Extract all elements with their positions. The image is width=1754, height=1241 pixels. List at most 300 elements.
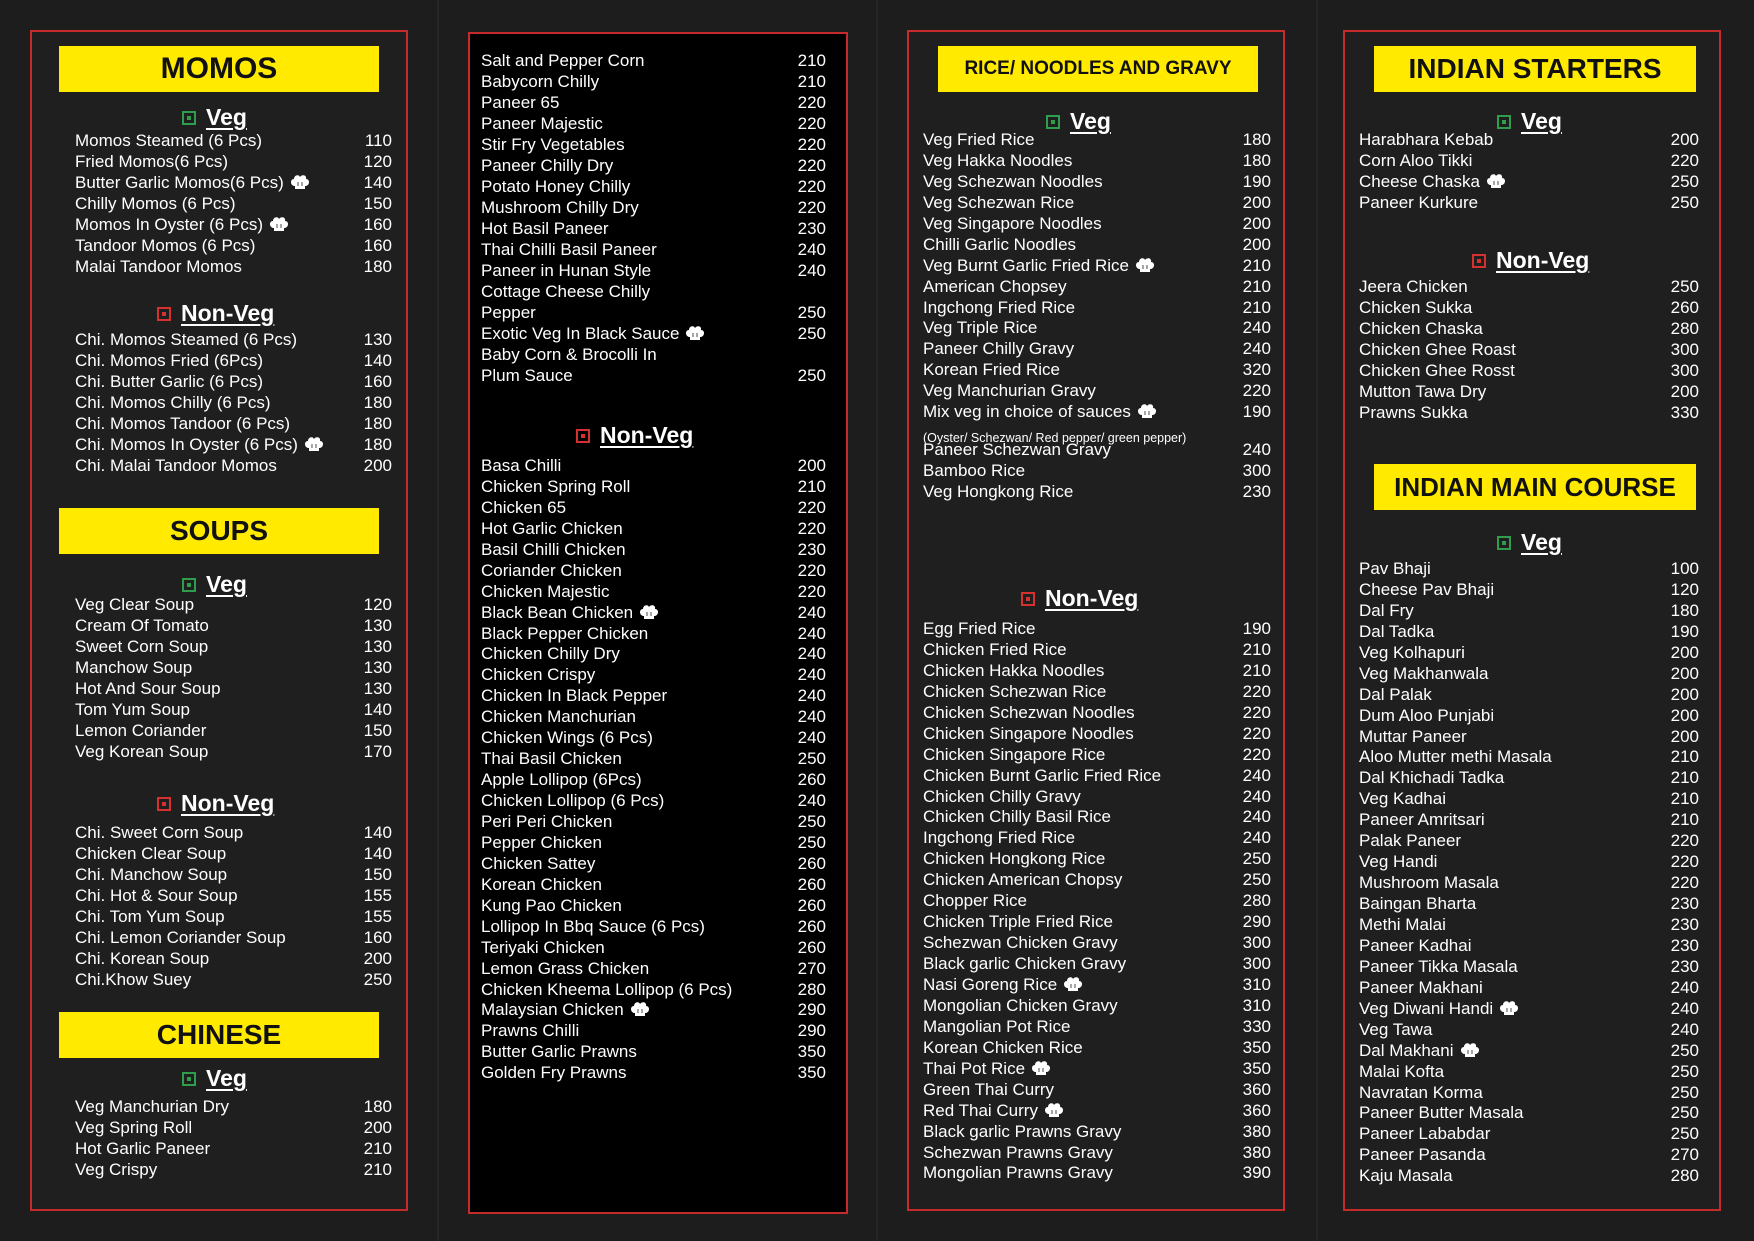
menu-item-price: 300 xyxy=(1670,340,1699,359)
menu-item-label: Baby Corn & Brocolli In xyxy=(481,345,657,364)
menu-item-label: Chicken Singapore Rice xyxy=(923,744,1106,764)
chef-hat-icon xyxy=(1043,1102,1065,1118)
menu-item-label: Lollipop In Bbq Sauce (6 Pcs) xyxy=(481,916,705,936)
menu-item-name xyxy=(481,874,602,895)
menu-item-name xyxy=(1359,746,1552,767)
menu-item-name xyxy=(75,657,192,678)
menu-item-label: Veg Handi xyxy=(1359,852,1438,872)
menu-item-price: 200 xyxy=(363,456,392,475)
menu-item-label: Paneer Kadhai xyxy=(1359,935,1472,955)
menu-item-name xyxy=(923,276,1067,297)
menu-item-name xyxy=(1359,360,1515,381)
non-veg-mark-icon xyxy=(157,307,171,321)
menu-item-label: Chi. Momos In Oyster (6 Pcs) xyxy=(75,435,298,454)
menu-item-price: 250 xyxy=(797,749,826,769)
menu-item-name xyxy=(75,434,325,455)
menu-item-label: Bamboo Rice xyxy=(923,461,1026,480)
menu-item-price: 160 xyxy=(363,236,392,255)
menu-item-label: Lemon Coriander xyxy=(75,721,207,740)
menu-item-price: 200 xyxy=(1670,705,1699,725)
menu-item-name xyxy=(1359,684,1432,705)
menu-item-name xyxy=(1359,935,1471,956)
menu-item-price: 250 xyxy=(797,811,826,831)
menu-item-name xyxy=(481,706,636,727)
menu-item-name xyxy=(75,843,226,864)
menu-item-price: 190 xyxy=(1242,171,1271,191)
menu-item-label: Chicken 65 xyxy=(481,497,567,517)
menu-item-price: 160 xyxy=(363,215,392,234)
menu-item-name xyxy=(923,660,1104,681)
menu-item-price: 160 xyxy=(363,372,392,391)
panel-divider xyxy=(437,0,439,1241)
menu-item-label: Schezwan Chicken Gravy xyxy=(923,933,1118,953)
menu-item-label: Veg Manchurian Dry xyxy=(75,1097,230,1116)
menu-item-label: Veg Clear Soup xyxy=(75,595,195,614)
menu-item-label: Pepper xyxy=(481,303,536,322)
menu-item-name xyxy=(481,643,620,664)
menu-item-label: Veg Hongkong Rice xyxy=(923,482,1074,501)
menu-item-price: 350 xyxy=(797,1042,826,1062)
menu-item-price: 240 xyxy=(1242,440,1271,459)
menu-item-label: Red Thai Curry xyxy=(923,1100,1038,1120)
chef-hat-icon xyxy=(629,1001,651,1017)
menu-item-name xyxy=(1359,402,1468,423)
menu-item-price: 120 xyxy=(363,152,392,171)
menu-item-label: Navratan Korma xyxy=(1359,1082,1483,1102)
menu-item-name xyxy=(923,974,1084,995)
menu-item-name xyxy=(481,769,642,790)
menu-item-price: 240 xyxy=(797,644,826,664)
menu-item-label: Apple Lollipop (6Pcs) xyxy=(481,770,642,790)
menu-item-name xyxy=(75,193,236,214)
menu-item-label: Veg Manchurian Gravy xyxy=(923,381,1096,401)
menu-item-label: Potato Honey Chilly xyxy=(481,177,631,196)
menu-item-name xyxy=(923,869,1122,890)
menu-item-label: Chicken Fried Rice xyxy=(923,639,1067,659)
menu-item-name xyxy=(923,297,1075,318)
menu-item-price: 210 xyxy=(363,1139,392,1158)
menu-item-name xyxy=(75,455,277,476)
menu-item-label: Veg Diwani Handi xyxy=(1359,998,1494,1018)
menu-item-label: Chicken Majestic xyxy=(481,581,610,601)
menu-item-name xyxy=(923,460,1025,481)
section-label: Veg xyxy=(206,104,247,130)
menu-item-label: Veg Burnt Garlic Fried Rice xyxy=(923,255,1129,275)
menu-item-name xyxy=(923,1162,1113,1183)
menu-item-label: Veg Singapore Noodles xyxy=(923,213,1102,233)
menu-item-label: Chicken Hongkong Rice xyxy=(923,849,1106,869)
menu-item-label: Chi. Korean Soup xyxy=(75,949,210,968)
menu-item-name xyxy=(1359,705,1494,726)
menu-item-label: Dal Khichadi Tadka xyxy=(1359,768,1505,788)
menu-item-name xyxy=(481,1062,627,1083)
menu-item-name xyxy=(481,155,613,176)
menu-item-label: Exotic Veg In Black Sauce xyxy=(481,324,680,343)
menu-item-price: 240 xyxy=(1670,977,1699,997)
menu-item-name xyxy=(481,560,622,581)
menu-item-name xyxy=(923,150,1072,171)
menu-item-price: 240 xyxy=(797,728,826,748)
menu-item-label: Paneer Butter Masala xyxy=(1359,1103,1524,1123)
menu-item-price: 250 xyxy=(797,303,826,322)
menu-item-price: 210 xyxy=(1670,747,1699,767)
menu-item-name xyxy=(1359,150,1472,171)
menu-item-price: 230 xyxy=(1670,935,1699,955)
menu-item-price: 130 xyxy=(363,616,392,635)
menu-item-price: 150 xyxy=(363,865,392,884)
menu-item-label: Chicken Spring Roll xyxy=(481,476,631,496)
menu-item-name xyxy=(75,1117,192,1138)
menu-item-label: Black garlic Prawns Gravy xyxy=(923,1121,1122,1141)
menu-item-label: Corn Aloo Tikki xyxy=(1359,151,1473,170)
menu-item-label: Teriyaki Chicken xyxy=(481,937,605,957)
menu-item-name xyxy=(923,192,1074,213)
menu-item-label: Black garlic Chicken Gravy xyxy=(923,954,1127,974)
menu-item-name xyxy=(75,371,263,392)
menu-item-label: Muttar Paneer xyxy=(1359,726,1467,746)
menu-item-label: Sweet Corn Soup xyxy=(75,637,209,656)
menu-item-price: 155 xyxy=(363,886,392,905)
section-label: Non-Veg xyxy=(600,422,694,448)
menu-item-label: Methi Malai xyxy=(1359,914,1446,934)
menu-item-name xyxy=(1359,872,1499,893)
menu-item-price: 200 xyxy=(1242,213,1271,233)
menu-item-name xyxy=(1359,558,1431,579)
menu-item-label: Chicken Ghee Rosst xyxy=(1359,361,1515,380)
menu-item-name xyxy=(1359,767,1504,788)
menu-item-label: Plum Sauce xyxy=(481,366,573,385)
menu-item-name xyxy=(481,811,612,832)
menu-item-price: 210 xyxy=(1242,255,1271,275)
menu-item-label: Veg Crispy xyxy=(75,1160,158,1179)
menu-item-name xyxy=(75,413,290,434)
menu-item-label: Schezwan Prawns Gravy xyxy=(923,1142,1113,1162)
menu-item-label: Veg Fried Rice xyxy=(923,130,1035,149)
menu-item-price: 280 xyxy=(1242,891,1271,911)
menu-item-price: 220 xyxy=(1242,744,1271,764)
menu-item-label: Harabhara Kebab xyxy=(1359,130,1494,149)
banner-chinese: CHINESE xyxy=(59,1012,379,1058)
menu-item-label: Veg Spring Roll xyxy=(75,1118,193,1137)
menu-item-name xyxy=(923,255,1156,276)
menu-item-name xyxy=(923,171,1103,192)
menu-item-label: Chicken Manchurian xyxy=(481,707,636,727)
menu-item-label: Hot And Sour Soup xyxy=(75,679,221,698)
banner-indian-starters: INDIAN STARTERS xyxy=(1374,46,1696,92)
section-nonveg-heading xyxy=(576,422,693,449)
menu-item-price: 220 xyxy=(797,497,826,517)
menu-item-label: Korean Chicken xyxy=(481,874,602,894)
menu-item-price: 220 xyxy=(797,198,826,217)
menu-item-label: Paneer Lababdar xyxy=(1359,1124,1491,1144)
menu-item-label: Chi. Manchow Soup xyxy=(75,865,228,884)
menu-item-price: 220 xyxy=(1242,723,1271,743)
menu-item-price: 120 xyxy=(363,595,392,614)
menu-item-price: 250 xyxy=(797,366,826,385)
menu-item-label: Veg Tawa xyxy=(1359,1019,1433,1039)
menu-item-price: 320 xyxy=(1242,360,1271,380)
banner-soups: SOUPS xyxy=(59,508,379,554)
menu-item-price: 210 xyxy=(1242,660,1271,680)
menu-item-name xyxy=(1359,192,1478,213)
menu-item-label: Basil Chilli Chicken xyxy=(481,539,626,559)
menu-item-name xyxy=(1359,1144,1486,1165)
chef-hat-icon xyxy=(1062,976,1084,992)
menu-item-price: 250 xyxy=(797,324,826,343)
menu-item-name xyxy=(923,1100,1065,1121)
menu-item-price: 140 xyxy=(363,844,392,863)
menu-item-price: 210 xyxy=(363,1160,392,1179)
menu-item-name xyxy=(923,1121,1121,1142)
menu-item-label: Chicken Ghee Roast xyxy=(1359,340,1516,359)
menu-item-price: 240 xyxy=(1670,998,1699,1018)
menu-item-label: Chicken Singapore Noodles xyxy=(923,723,1134,743)
menu-item-name xyxy=(481,685,667,706)
menu-item-name xyxy=(923,848,1105,869)
menu-item-price: 250 xyxy=(1242,870,1271,890)
menu-item-price: 160 xyxy=(363,928,392,947)
menu-item-name xyxy=(481,302,536,323)
menu-item-name xyxy=(1359,726,1467,747)
menu-item-label: Dal Makhani xyxy=(1359,1040,1454,1060)
menu-item-price: 330 xyxy=(1242,1016,1271,1036)
menu-item-name xyxy=(1359,956,1518,977)
menu-item-name xyxy=(75,678,221,699)
menu-item-label: Tandoor Momos (6 Pcs) xyxy=(75,236,256,255)
menu-item-label: Veg Kolhapuri xyxy=(1359,642,1465,662)
menu-item-label: Chi. Sweet Corn Soup xyxy=(75,823,244,842)
menu-item-name xyxy=(1359,276,1468,297)
menu-item-price: 190 xyxy=(1242,402,1271,422)
menu-item-price: 240 xyxy=(797,623,826,643)
menu-item-name xyxy=(75,594,194,615)
menu-item-name xyxy=(75,822,243,843)
banner-rice-noodles-and-gravy: RICE/ NOODLES AND GRAVY xyxy=(938,46,1258,92)
menu-item-label: Cottage Cheese Chilly xyxy=(481,282,651,301)
menu-item-price: 220 xyxy=(1670,831,1699,851)
menu-item-label: Nasi Goreng Rice xyxy=(923,974,1058,994)
menu-item-name xyxy=(1359,1165,1453,1186)
menu-item-name xyxy=(1359,893,1476,914)
non-veg-mark-icon xyxy=(576,429,590,443)
menu-item-label: Chi. Malai Tandoor Momos xyxy=(75,456,277,475)
menu-item-price: 210 xyxy=(797,51,826,70)
menu-item-name xyxy=(481,664,595,685)
menu-item-name xyxy=(1359,1082,1483,1103)
chef-hat-icon xyxy=(1136,403,1158,419)
menu-item-price: 310 xyxy=(1242,974,1271,994)
menu-item-price: 240 xyxy=(1242,765,1271,785)
menu-item-price: 100 xyxy=(1670,559,1699,578)
menu-item-label: Ingchong Fried Rice xyxy=(923,297,1076,317)
menu-item-label: Chicken Chilly Dry xyxy=(481,644,620,664)
non-veg-mark-icon xyxy=(157,797,171,811)
menu-item-name xyxy=(75,392,271,413)
menu-item-price: 130 xyxy=(363,658,392,677)
menu-item-name xyxy=(481,365,573,386)
menu-item-label: Chicken Schezwan Rice xyxy=(923,681,1107,701)
menu-item-label: Veg Makhanwala xyxy=(1359,663,1489,683)
menu-item-price: 300 xyxy=(1670,361,1699,380)
menu-item-price: 130 xyxy=(363,679,392,698)
menu-item-label: Veg Schezwan Noodles xyxy=(923,171,1103,191)
menu-item-name xyxy=(1359,851,1437,872)
menu-item-price: 140 xyxy=(363,700,392,719)
menu-item-price: 360 xyxy=(1242,1079,1271,1099)
menu-item-name xyxy=(75,615,209,636)
menu-item-price: 380 xyxy=(1242,1142,1271,1162)
menu-item-label: Egg Fried Rice xyxy=(923,619,1036,638)
menu-item-price: 230 xyxy=(1670,894,1699,914)
veg-mark-icon xyxy=(182,111,196,125)
menu-item-name xyxy=(481,134,625,155)
menu-item-name xyxy=(75,741,208,762)
menu-item-name xyxy=(1359,998,1520,1019)
menu-item-price: 155 xyxy=(363,907,392,926)
menu-item-name xyxy=(923,317,1037,338)
menu-item-label: Paneer Tikka Masala xyxy=(1359,956,1518,976)
chef-hat-icon xyxy=(289,174,311,190)
menu-item-price: 200 xyxy=(1242,192,1271,212)
menu-item-name xyxy=(923,1058,1052,1079)
menu-item-price: 310 xyxy=(1242,995,1271,1015)
menu-item-price: 290 xyxy=(1242,912,1271,932)
menu-item-name xyxy=(481,50,645,71)
menu-item-label: Green Thai Curry xyxy=(923,1079,1055,1099)
chef-hat-icon xyxy=(1485,173,1507,189)
section-label: Veg xyxy=(1070,108,1111,134)
menu-item-price: 140 xyxy=(363,823,392,842)
menu-item-name xyxy=(923,1142,1113,1163)
menu-item-name xyxy=(923,890,1027,911)
menu-item-price: 280 xyxy=(1670,319,1699,338)
menu-item-name xyxy=(923,932,1118,953)
menu-item-label: Prawns Sukka xyxy=(1359,403,1468,422)
menu-item-label: Chicken Chaska xyxy=(1359,319,1483,338)
menu-item-label: Veg Hakka Noodles xyxy=(923,150,1073,170)
menu-item-name xyxy=(1359,809,1485,830)
menu-item-price: 300 xyxy=(1242,954,1271,974)
menu-item-name xyxy=(923,213,1102,234)
menu-item-label: Lemon Grass Chicken xyxy=(481,958,650,978)
menu-item-label: Fried Momos(6 Pcs) xyxy=(75,152,229,171)
menu-item-name xyxy=(75,885,238,906)
menu-item-name xyxy=(923,953,1126,974)
menu-item-label: Chi. Momos Steamed (6 Pcs) xyxy=(75,330,298,349)
menu-item-price: 240 xyxy=(797,791,826,811)
menu-item-name xyxy=(481,113,603,134)
menu-item-price: 180 xyxy=(1670,600,1699,620)
banner-momos: MOMOS xyxy=(59,46,379,92)
menu-item-price: 240 xyxy=(797,707,826,727)
menu-item-label: Chilli Garlic Noodles xyxy=(923,234,1077,254)
menu-item-label: Dal Palak xyxy=(1359,684,1432,704)
menu-item-name xyxy=(923,681,1106,702)
menu-item-label: Hot Garlic Paneer xyxy=(75,1139,211,1158)
menu-item-label: Chicken In Black Pepper xyxy=(481,686,668,706)
menu-item-price: 180 xyxy=(363,257,392,276)
menu-item-name xyxy=(75,151,228,172)
menu-item-name xyxy=(75,1159,157,1180)
menu-item-price: 260 xyxy=(797,937,826,957)
menu-item-price: 220 xyxy=(797,135,826,154)
menu-item-name xyxy=(75,350,263,371)
menu-item-name xyxy=(923,1037,1083,1058)
menu-item-label: Hot Basil Paneer xyxy=(481,219,609,238)
menu-item-label: Mangolian Pot Rice xyxy=(923,1016,1071,1036)
menu-item-name xyxy=(481,539,626,560)
menu-item-name xyxy=(75,214,290,235)
menu-item-name xyxy=(923,359,1060,380)
menu-item-name xyxy=(481,476,630,497)
menu-item-price: 250 xyxy=(1670,1082,1699,1102)
menu-item-label: Basa Chilli xyxy=(481,456,562,475)
menu-item-price: 290 xyxy=(797,1021,826,1041)
menu-item-label: Paneer Kurkure xyxy=(1359,193,1479,212)
menu-item-price: 220 xyxy=(1242,681,1271,701)
menu-item-price: 200 xyxy=(797,456,826,475)
chef-hat-icon xyxy=(1498,1000,1520,1016)
menu-item-label: Chopper Rice xyxy=(923,891,1027,911)
menu-item-name xyxy=(481,281,650,302)
menu-item-name xyxy=(75,948,209,969)
menu-item-price: 230 xyxy=(1670,956,1699,976)
menu-item-label: Paneer Amritsari xyxy=(1359,810,1485,830)
menu-item-price: 220 xyxy=(1242,381,1271,401)
menu-item-label: Chicken Sattey xyxy=(481,853,596,873)
menu-item-price: 250 xyxy=(1670,1124,1699,1144)
menu-item-name xyxy=(1359,830,1461,851)
menu-item-price: 180 xyxy=(363,393,392,412)
menu-item-label: Tom Yum Soup xyxy=(75,700,190,719)
menu-item-price: 240 xyxy=(1670,1019,1699,1039)
menu-item-label: Manchow Soup xyxy=(75,658,193,677)
menu-item-price: 180 xyxy=(1242,130,1271,149)
menu-item-price: 200 xyxy=(1670,684,1699,704)
menu-item-name xyxy=(923,744,1105,765)
menu-item-label: Chilly Momos (6 Pcs) xyxy=(75,194,236,213)
non-veg-mark-icon xyxy=(1472,254,1486,268)
menu-item-price: 350 xyxy=(1242,1058,1271,1078)
menu-item-price: 260 xyxy=(797,916,826,936)
menu-item-name xyxy=(923,827,1075,848)
menu-item-price: 150 xyxy=(363,721,392,740)
menu-item-price: 270 xyxy=(1670,1145,1699,1165)
section-label: Veg xyxy=(206,1065,247,1091)
menu-item-label: Pepper Chicken xyxy=(481,832,602,852)
menu-item-label: Mongolian Prawns Gravy xyxy=(923,1163,1113,1183)
menu-item-price: 120 xyxy=(1670,579,1699,599)
menu-item-price: 230 xyxy=(797,539,826,559)
menu-item-price: 220 xyxy=(797,581,826,601)
menu-item-name xyxy=(923,1016,1070,1037)
menu-item-price: 250 xyxy=(1670,1103,1699,1123)
menu-item-label: Veg Kadhai xyxy=(1359,789,1446,809)
menu-item-price: 130 xyxy=(363,637,392,656)
section-nonveg-heading xyxy=(1472,247,1589,274)
menu-item-price: 240 xyxy=(1242,339,1271,359)
menu-item-name xyxy=(923,806,1111,827)
menu-item-label: Dal Fry xyxy=(1359,600,1414,620)
menu-item-price: 230 xyxy=(1242,482,1271,501)
menu-item-price: 350 xyxy=(797,1063,826,1083)
menu-item-price: 190 xyxy=(1670,621,1699,641)
menu-item-label: Ingchong Fried Rice xyxy=(923,828,1076,848)
menu-item-label: Golden Fry Prawns xyxy=(481,1063,627,1083)
menu-item-price: 200 xyxy=(363,1118,392,1137)
menu-item-name xyxy=(923,995,1118,1016)
menu-item-name xyxy=(923,1079,1054,1100)
